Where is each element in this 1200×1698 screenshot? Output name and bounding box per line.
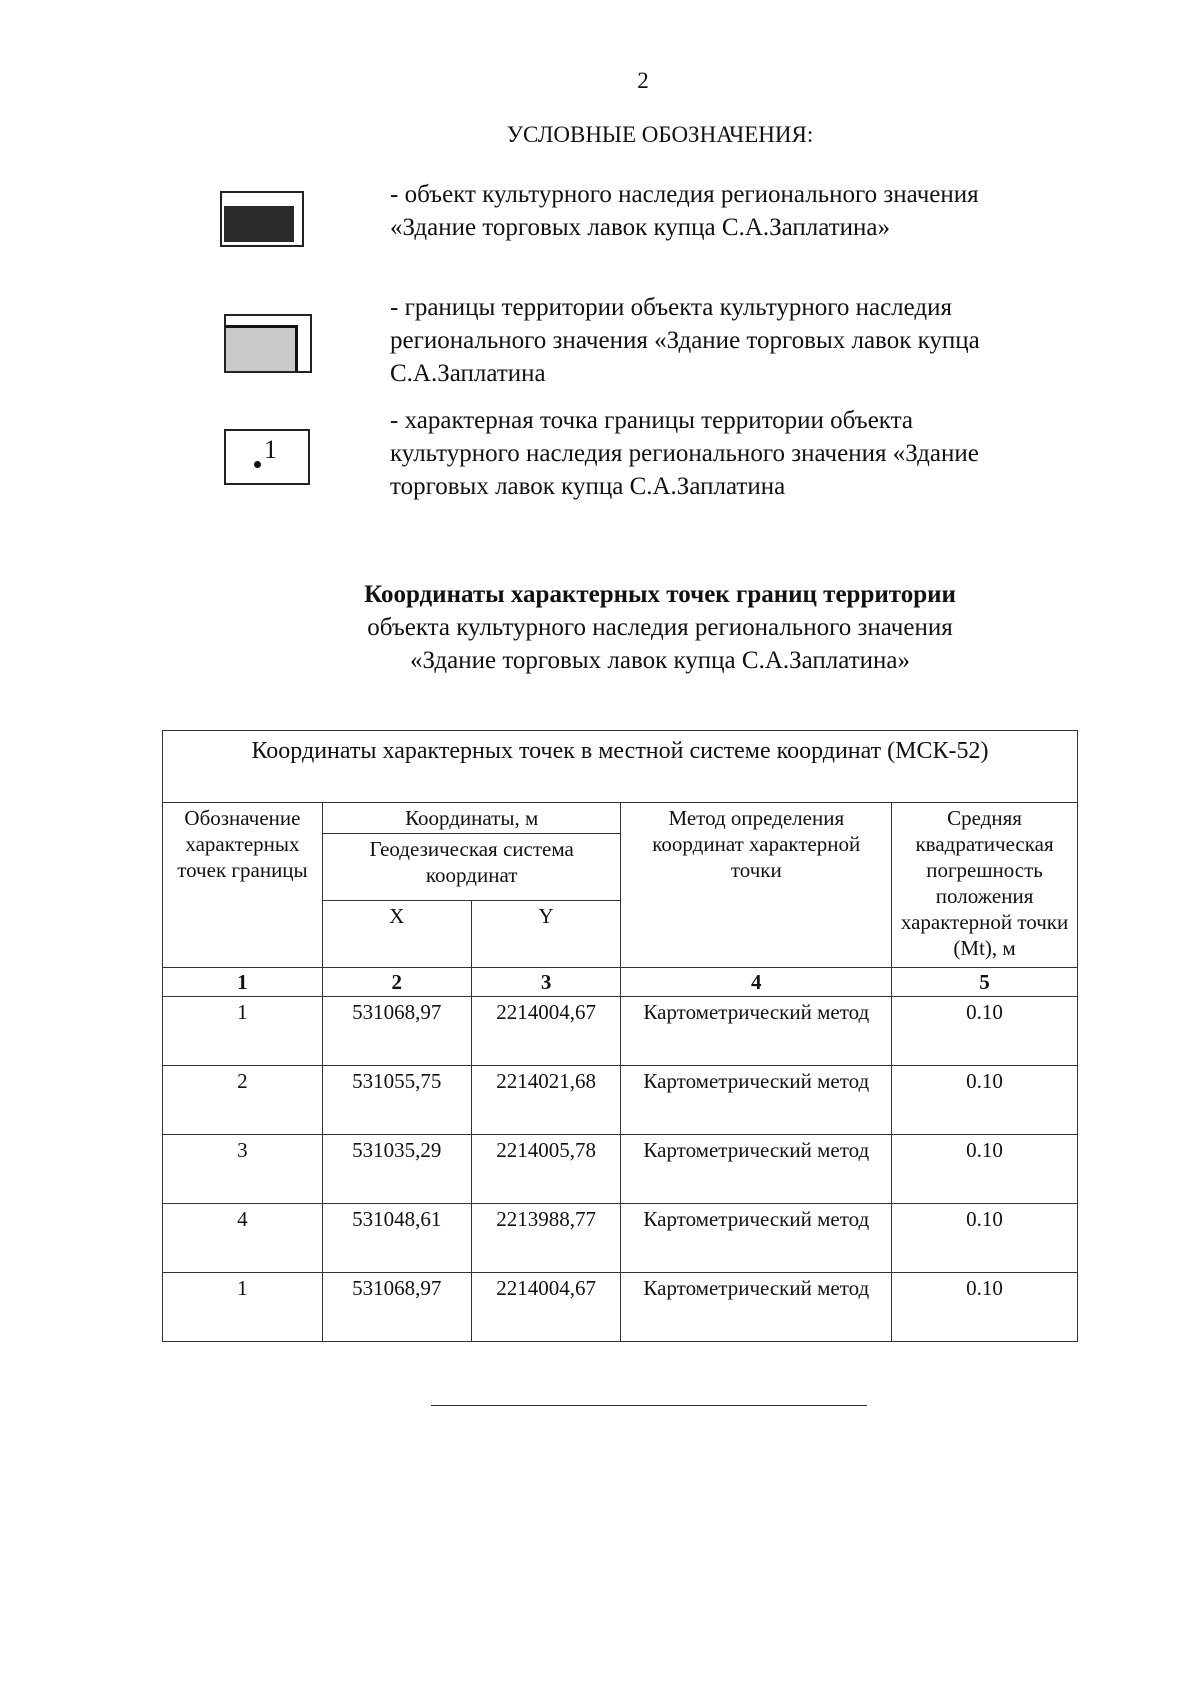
page-number: 2 <box>637 68 649 93</box>
legend-item-territory <box>390 291 1090 390</box>
legend-text-line: - границы территории объекта культурного наследия <box>390 294 953 321</box>
header-method: Метод определения координат характерной точки <box>621 803 892 968</box>
column-number: 2 <box>322 968 471 997</box>
cell-method: Картометрический метод <box>621 997 892 1066</box>
table-row <box>163 1066 1078 1135</box>
cell-point: 4 <box>163 1204 323 1273</box>
legend-text-line: торговых лавок купца С.А.Заплатина <box>390 473 786 500</box>
legend-symbol-territory-icon <box>224 314 312 373</box>
coords-title <box>0 578 1200 677</box>
table-caption <box>163 731 1078 803</box>
cell-x: 531068,97 <box>322 1273 471 1342</box>
table-row <box>163 1273 1078 1342</box>
cell-x: 531048,61 <box>322 1204 471 1273</box>
header-point: Обозначение характерных точек границы <box>163 803 323 968</box>
cell-point: 1 <box>163 1273 323 1342</box>
cell-x: 531055,75 <box>322 1066 471 1135</box>
header-geodetic: Геодезическая система координат <box>322 834 621 901</box>
cell-error: 0.10 <box>892 997 1078 1066</box>
legend-text-line: регионального значения «Здание торговых лавок купца <box>390 327 980 354</box>
column-number-row <box>163 968 1078 997</box>
legend-item-object <box>390 178 1090 244</box>
cell-y: 2214004,67 <box>471 1273 621 1342</box>
cell-point: 1 <box>163 997 323 1066</box>
cell-error: 0.10 <box>892 1204 1078 1273</box>
table-row <box>163 1135 1078 1204</box>
coords-title-line: «Здание торговых лавок купца С.А.Заплатина» <box>410 647 910 674</box>
legend-item-point <box>390 404 1090 503</box>
table-row <box>163 997 1078 1066</box>
legend-text-line: С.А.Заплатина <box>390 360 546 387</box>
legend-title: УСЛОВНЫЕ ОБОЗНАЧЕНИЯ: <box>506 122 814 147</box>
coordinates-table <box>162 730 1078 1342</box>
column-number: 1 <box>163 968 323 997</box>
table-caption-text: Координаты характерных точек в местной системе координат (МСК-52) <box>251 738 989 764</box>
cell-point: 2 <box>163 1066 323 1135</box>
legend-text-line: - характерная точка границы территории объекта <box>390 407 913 434</box>
coords-title-line: объекта культурного наследия регионального значения <box>367 614 953 641</box>
footer-divider <box>431 1405 867 1406</box>
cell-error: 0.10 <box>892 1066 1078 1135</box>
header-coords: Координаты, м <box>322 803 621 834</box>
column-number: 4 <box>621 968 892 997</box>
legend-symbol-object-icon <box>220 191 304 247</box>
header-error: Средняя квадратическая погрешность положения характерной точки (Mt), м <box>892 803 1078 968</box>
legend-text-line: - объект культурного наследия регионального значения <box>390 181 979 208</box>
header-y: Y <box>471 901 621 968</box>
legend-symbol-point-label: 1 <box>264 435 277 464</box>
legend-symbol-point-icon <box>224 429 310 485</box>
legend-text-line: культурного наследия регионального значения «Здание <box>390 440 979 467</box>
table-row <box>163 1204 1078 1273</box>
cell-error: 0.10 <box>892 1135 1078 1204</box>
column-number: 5 <box>892 968 1078 997</box>
table-header-row <box>163 803 1078 834</box>
cell-error: 0.10 <box>892 1273 1078 1342</box>
cell-y: 2214005,78 <box>471 1135 621 1204</box>
cell-y: 2214021,68 <box>471 1066 621 1135</box>
column-number: 3 <box>471 968 621 997</box>
table-caption-row <box>163 731 1078 803</box>
cell-method: Картометрический метод <box>621 1273 892 1342</box>
point-dot-icon <box>254 461 261 468</box>
cell-method: Картометрический метод <box>621 1204 892 1273</box>
cell-y: 2214004,67 <box>471 997 621 1066</box>
cell-x: 531068,97 <box>322 997 471 1066</box>
legend-text-line: «Здание торговых лавок купца С.А.Заплатина» <box>390 214 890 241</box>
coords-title-bold: Координаты характерных точек границ территории <box>364 581 956 608</box>
cell-method: Картометрический метод <box>621 1135 892 1204</box>
cell-point: 3 <box>163 1135 323 1204</box>
cell-method: Картометрический метод <box>621 1066 892 1135</box>
cell-x: 531035,29 <box>322 1135 471 1204</box>
cell-y: 2213988,77 <box>471 1204 621 1273</box>
header-x: X <box>322 901 471 968</box>
